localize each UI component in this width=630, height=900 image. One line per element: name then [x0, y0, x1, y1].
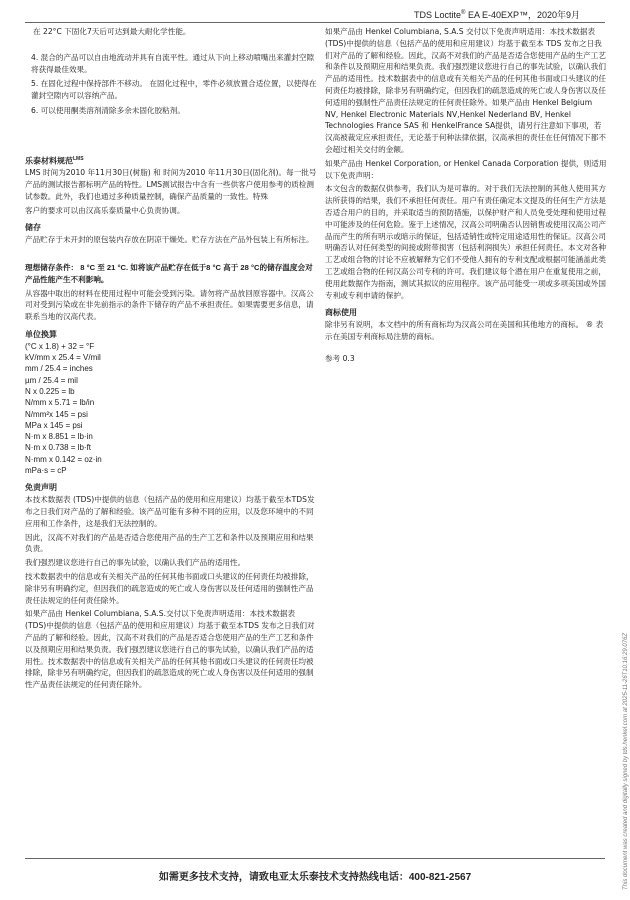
right-para: 如果产品由 Henkel Corporation, or Henkel Canada Corporation 提供，则适用以下免责声明： — [325, 158, 607, 180]
lms-title — [25, 154, 317, 167]
unit-row: mm / 25.4 = inches — [25, 364, 93, 374]
units-title: 单位换算 — [25, 330, 57, 339]
list-item — [31, 52, 317, 76]
right-para: 本文包含的数据仅供参考，我们认为是可靠的。对于我们无法控制的其他人使用其方法所获得的结果，我们不承担任何责任。用户有责任确定本文提及的任何生产方法是否适合用户的目的，并采取适当的预防措施，以保护财产和人员免受处理和使用过程中可能涉及的任何危险。鉴于上述情况，汉高公司明确否认因销售或使用汉高公司产品而产生的所有明示或暗示的保证，包括适销性或特定用途适用性的保证。汉高公司明确否认对任何类型的间接或附带损害（包括利润损失）承担任何责任。本文对各种工艺或组合物的讨论不应被解释为它们不受他人拥有的专利支配或根据可能涵盖此类工艺或组合物的任何汉高公司专利的许可。我们建议每个潜在用户在重复使用之前，使用此数据作为指南，测试其拟议的应用程序。该产品可能受一项或多项美国或外国专利或专利申请的保护。 — [325, 184, 606, 300]
disclaimer-para: 因此，汉高不对我们的产品是否适合您使用产品的生产工艺和条件以及预期应用和结果负责。 — [25, 532, 314, 554]
ideal-storage-2: 从容器中取出的材料在使用过程中可能会受到污染。请勿将产品放回原容器中。汉高公司对受到污染或在非先前指示的条件下储存的产品不承担责任。如果需要更多信息，请联系当地的汉高代表。 — [25, 288, 314, 322]
disclaimer-title: 免责声明 — [25, 483, 57, 493]
header-divider — [25, 22, 605, 23]
unit-row: N·m x 8.851 = lb·in — [25, 432, 93, 442]
footer-divider — [25, 858, 605, 859]
step-text: 可以使用酮类溶剂清除多余未固化胶粘剂。 — [40, 105, 185, 115]
unit-row: N x 0.225 = lb — [25, 386, 75, 396]
steps-list — [25, 52, 317, 117]
unit-row: (°C x 1.8) + 32 = °F — [25, 341, 95, 351]
unit-row: mPa·s = cP — [25, 466, 67, 476]
footer-hotline: 如需更多技术支持，请致电亚太乐泰技术支持热线电话：400-821-2567 — [158, 872, 472, 883]
list-item — [31, 105, 317, 117]
header-title-post: EA E-40EXP™，2020年9月 — [465, 10, 580, 20]
step-num: 6. — [31, 105, 39, 115]
unit-row: µm / 25.4 = mil — [25, 375, 78, 385]
step-text: 混合的产品可以自由地流动并具有自流平性。通过从下向上移动喷嘴出来灌封空隙将获得最佳效果。 — [31, 52, 315, 74]
ideal-storage: 理想储存条件： 8 °C 至 21 °C. 如将该产品贮存在低于8 °C 高于 28 °C的储存温度会对产品性能产生不利影响。 — [25, 263, 313, 284]
sidebar-text: This document was created and digitally signed by tds.henkel.com at 2025-11-26T10:16:29.076Z — [623, 632, 629, 890]
intro-line: 在 22°C 下固化7天后可达到最大耐化学性能。 — [33, 27, 191, 36]
header-title-pre: TDS Loctite — [413, 10, 462, 20]
header-title-sup: ® — [461, 10, 466, 16]
trademark-text: 除非另有说明，本文档中的所有商标均为汉高公司在美国和其他地方的商标。 ® 表示在美国专利商标局注册的商标。 — [325, 320, 604, 341]
units-list — [25, 341, 317, 477]
lms-title-sup: LMS — [73, 155, 84, 162]
lms-text: LMS 时间为2010 年11月30日(树脂) 和 时间为2010 年11月30日(固化剂)。每一批号产品的测试报告都标明产品的特性。LMS测试报告中含有一些供客户使用参考的质检测试参数。此外，我们也通过多种质量控制，确保产品质量的一致性。特殊 — [25, 168, 317, 201]
disclaimer-para: 本技术数据表 (TDS)中提供的信息（包括产品的使用和应用建议）均基于截至本TDS发布之日我们对产品的了解和经验。该产品可能有多种不同的应用，以及您环境中的不同应用和工作条件，这是我们无法控制的。 — [25, 495, 315, 528]
right-para: 如果产品由 Henkel Columbiana, S.A.S 交付以下免责声明适用：本技术数据表 (TDS)中提供的信息（包括产品的使用和应用建议）均基于截至本 TDS 发布之日我们对产品的了解和经验。因此，汉高不对我们的产品是否适合您使用产品的生产工艺和条件以及预期应用和结果负责。我们强烈建议您进行自己的事先试验，以确认我们产品的适用性。技术数据表中的信息或有关相关产品的任何其他书面或口头建议的任何责任均被排除，除非另有明确约定，但因我们的疏忽造成的死亡或人身伤害以及任何适用的强制性产品责任法规定的任何责任除外。如果产品由 Henkel Belgium NV, Henkel Electronic Materials NV,Henkel Nederland BV, Henkel Technologies France SAS 和 HenkelFrance SA提供，请另行注意如下事项，若汉高被裁定应承担责任，无论基于何种法律依据，汉高承担的责任在任何情况下都不会超过相关交付的金额。 — [325, 27, 606, 154]
step-num: 5. — [31, 79, 39, 89]
unit-row: N·m x 0.738 = lb·ft — [25, 443, 92, 453]
storage-text: 产品贮存于未开封的原包装内存放在阴凉干燥处。贮存方法在产品外包装上有所标注。 — [25, 235, 314, 245]
lms-title-text: 乐泰材料规范 — [25, 156, 73, 166]
left-column — [25, 26, 317, 693]
lms-text-2: 客户的要求可以由汉高乐泰质量中心负责协调。 — [25, 205, 185, 215]
step-num: 4. — [31, 52, 39, 62]
document-header — [414, 8, 580, 21]
unit-row: N·mm x 0.142 = oz·in — [25, 454, 102, 464]
step-text: 在固化过程中保持部件不移动。 在固化过程中，零件必须放置合适位置，以使得在灌封空隙内可以容纳产品。 — [31, 79, 317, 101]
reference: 参考 0.3 — [325, 353, 355, 363]
unit-row: N/mm x 5.71 = lb/in — [25, 398, 95, 408]
signature-sidebar — [614, 590, 629, 890]
unit-row: kV/mm x 25.4 = V/mil — [25, 353, 101, 363]
trademark-title: 商标使用 — [325, 308, 357, 318]
unit-row: MPa x 145 = psi — [25, 420, 83, 430]
list-item — [31, 78, 317, 102]
disclaimer-para: 我们强烈建议您进行自己的事先试验，以确认我们产品的适用性。 — [25, 558, 246, 568]
storage-title: 储存 — [25, 223, 41, 233]
disclaimer-para: 如果产品由 Henkel Columbiana, S.A.S.交付以下免责声明适用：本技术数据表 (TDS)中提供的信息（包括产品的使用和应用建议）均基于截至本TDS 发布之日我们对产品的了解和经验。因此，汉高不对我们的产品是否适合您使用产品的生产工艺和条件以及预期应用和结果负责。我们强烈建议您进行自己的事先试验，以确认我们产品的适用性。技术数据表中的信息或有关相关产品的任何其他书面或口头建议的任何责任均被排除，除非另有明确约定，但因我们的疏忽造成的死亡或人身伤害以及任何适用的强制性产品责任法规定的任何责任除外。 — [25, 609, 315, 690]
right-column — [325, 26, 607, 367]
unit-row: N/mm²x 145 = psi — [25, 409, 88, 419]
disclaimer-para: 技术数据表中的信息或有关相关产品的任何其他书面或口头建议的任何责任均被排除，除非另有明确约定，但因我们的疏忽造成的死亡或人身伤害以及任何适用的强制性产品责任法规定的任何责任除外。 — [25, 571, 314, 605]
